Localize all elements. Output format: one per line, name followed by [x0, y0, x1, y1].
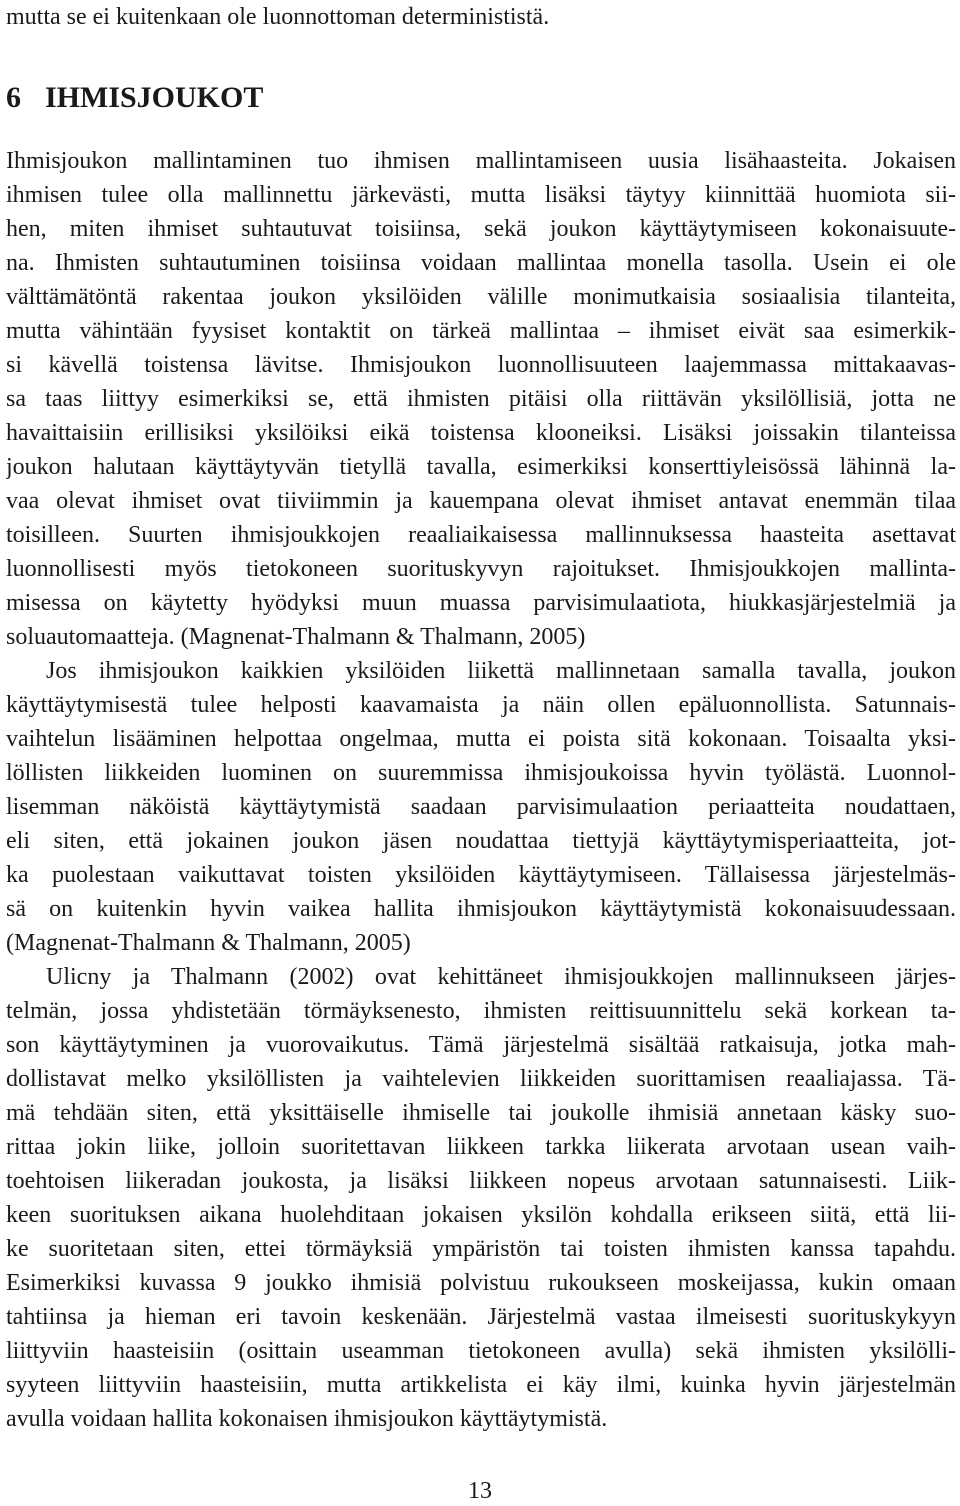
paragraph-line: Ulicny ja Thalmann (2002) ovat kehittäneet ihmisjoukkojen mallinnukseen järjes- [46, 964, 956, 990]
paragraph-line: toehtoisen liikeradan joukosta, ja lisäksi liikkeen nopeus arvotaan satunnaisesti. Liik- [6, 1168, 956, 1194]
paragraph-line: lisemman näköistä käyttäytymistä saadaan parvisimulaation periaatteita noudattaen, [6, 794, 956, 820]
paragraph-line: liittyviin haasteisiin (osittain useamman tietokoneen avulla) sekä ihmisten yksilölli- [6, 1338, 956, 1364]
page-number: 13 [468, 1478, 492, 1504]
paragraph-line: luonnollisesti myös tietokoneen suorituskyvyn rajoitukset. Ihmisjoukkojen mallinta- [6, 556, 956, 582]
paragraph-line: eli siten, että jokainen joukon jäsen noudattaa tiettyjä käyttäytymisperiaatteita, jot- [6, 828, 956, 854]
section-heading [6, 78, 263, 118]
paragraph-line: telmän, jossa yhdistetään törmäyksenesto, ihmisten reittisuunnittelu sekä korkean ta- [6, 998, 956, 1024]
paragraph-line: syyteen liittyviin haasteisiin, mutta artikkelista ei käy ilmi, kuinka hyvin järjestelmän [6, 1372, 956, 1398]
paragraph-line: Esimerkiksi kuvassa 9 joukko ihmisiä polvistuu rukoukseen moskeijassa, kukin omaan [6, 1270, 956, 1296]
paragraph-line: sä on kuitenkin hyvin vaikea hallita ihmisjoukon käyttäytymistä kokonaisuudessaan. [6, 896, 956, 922]
paragraph-line: keen suorituksen aikana huolehditaan jokaisen yksilön kohdalla erikseen siitä, että lii- [6, 1202, 956, 1228]
paragraph-line: Ihmisjoukon mallintaminen tuo ihmisen mallintamiseen uusia lisähaasteita. Jokaisen [6, 148, 956, 174]
paragraph-line: välttämätöntä rakentaa joukon yksilöiden välille monimutkaisia sosiaalisia tilanteita, [6, 284, 956, 310]
paragraph-line: son käyttäytyminen ja vuorovaikutus. Tämä järjestelmä sisältää ratkaisuja, jotka mah- [6, 1032, 956, 1058]
paragraph-line: si kävellä toistensa lävitse. Ihmisjoukon luonnollisuuteen laajemmassa mittakaavas- [6, 352, 956, 378]
intro-line: mutta se ei kuitenkaan ole luonnottoman determinististä. [6, 4, 550, 30]
paragraph-line: dollistavat melko yksilöllisten ja vaihtelevien liikkeiden suorittamisen reaaliajassa. Tä- [6, 1066, 956, 1092]
section-number: 6 [6, 81, 21, 114]
paragraph-line: hen, miten ihmiset suhtautuvat toisiinsa, sekä joukon käyttäytymiseen kokonaisuute- [6, 216, 956, 242]
paragraph-line: mä tehdään siten, että yksittäiselle ihmiselle tai joukolle ihmisiä annetaan käsky suo- [6, 1100, 956, 1126]
paragraph-line: käyttäytymisestä tulee helposti kaavamaista ja näin ollen epäluonnollista. Satunnais- [6, 692, 956, 718]
paragraph-line: löllisten liikkeiden luominen on suuremmissa ihmisjoukoissa hyvin työlästä. Luonnol- [6, 760, 956, 786]
paragraph-line: toisilleen. Suurten ihmisjoukkojen reaaliaikaisessa mallinnuksessa haasteita asettavat [6, 522, 956, 548]
paragraph-line: misessa on käytetty hyödyksi muun muassa parvisimulaatiota, hiukkasjärjestelmiä ja [6, 590, 956, 616]
paragraph-line: soluautomaatteja. (Magnenat-Thalmann & Thalmann, 2005) [6, 624, 586, 650]
paragraph-line: havaittaisiin erillisiksi yksilöiksi eikä toistensa klooneiksi. Lisäksi joissakin tilanteissa [6, 420, 956, 446]
paragraph-line: tahtiinsa ja hieman eri tavoin keskenään. Järjestelmä vastaa ilmeisesti suorituskykyyn [6, 1304, 956, 1330]
paragraph-line: sa taas liittyy esimerkiksi se, että ihmisten pitäisi olla riittävän yksilöllisiä, jotta ne [6, 386, 956, 412]
paragraph-line: na. Ihmisten suhtautuminen toisiinsa voidaan mallintaa monella tasolla. Usein ei ole [6, 250, 956, 276]
paragraph-line: mutta vähintään fyysiset kontaktit on tärkeä mallintaa – ihmiset eivät saa esimerkik- [6, 318, 956, 344]
paragraph-line: (Magnenat-Thalmann & Thalmann, 2005) [6, 930, 411, 956]
paragraph-line: rittaa jokin liike, jolloin suoritettavan liikkeen tarkka liikerata arvotaan usean vaih- [6, 1134, 956, 1160]
paragraph-line: avulla voidaan hallita kokonaisen ihmisjoukon käyttäytymistä. [6, 1406, 608, 1432]
paragraph-line: ihmisen tulee olla mallinnettu järkevästi, mutta lisäksi täytyy kiinnittää huomiota sii- [6, 182, 956, 208]
paragraph-line: Jos ihmisjoukon kaikkien yksilöiden liikettä mallinnetaan samalla tavalla, joukon [46, 658, 956, 684]
paragraph-line: ka puolestaan vaikuttavat toisten yksilöiden käyttäytymiseen. Tällaisessa järjestelmäs- [6, 862, 956, 888]
paragraph-line: vaihtelun lisääminen helpottaa ongelmaa, mutta ei poista sitä kokonaan. Toisaalta yksi- [6, 726, 956, 752]
paragraph-line: joukon halutaan käyttäytyvän tietyllä tavalla, esimerkiksi konserttiyleisössä lähinnä la- [6, 454, 956, 480]
paragraph-line: vaa olevat ihmiset ovat tiiviimmin ja kauempana olevat ihmiset antavat enemmän tilaa [6, 488, 956, 514]
paragraph-line: ke suoritetaan siten, ettei törmäyksiä ympäristön tai toisten ihmisten kanssa tapahdu. [6, 1236, 956, 1262]
section-title: IHMISJOUKOT [45, 81, 264, 114]
